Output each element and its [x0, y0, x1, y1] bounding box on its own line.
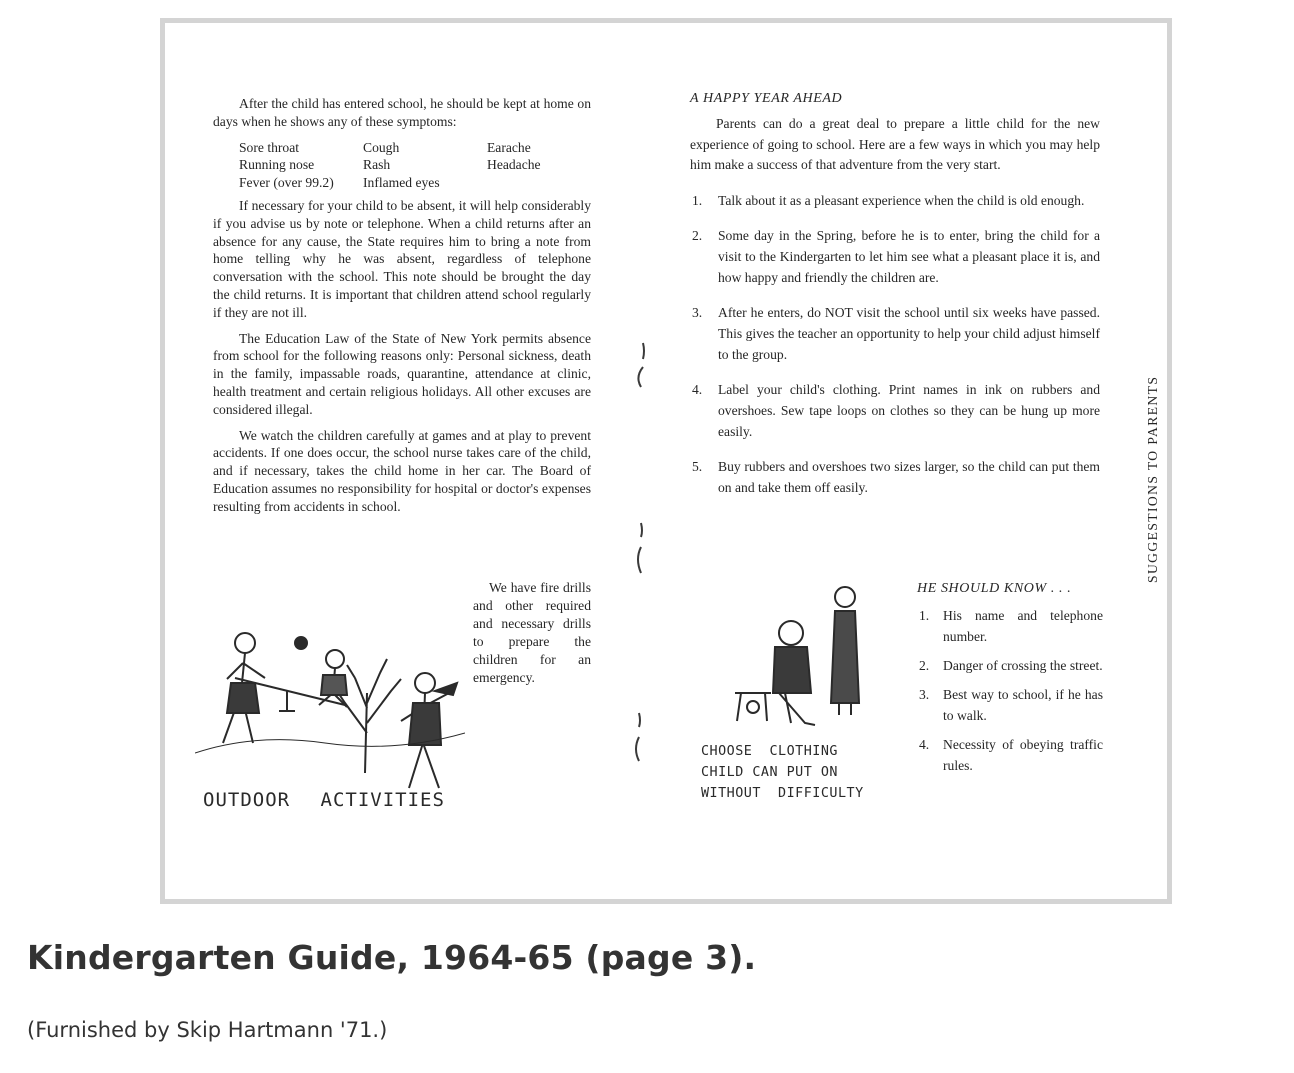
suggestions-list [690, 190, 1100, 498]
list-item [917, 684, 1103, 726]
item-text: Danger of crossing the street. [943, 658, 1103, 673]
he-should-know-list [917, 605, 1103, 776]
fire-drills-paragraph: We have fire drills and other required and necessary drills to prepare the children for an emergency. [473, 580, 591, 685]
symptom [487, 174, 587, 192]
item-number: 1. [919, 608, 930, 623]
symptom: Sore throat [239, 139, 300, 155]
image-caption-credit: (Furnished by Skip Hartmann '71.) [27, 1018, 388, 1042]
symptom: Running nose [239, 157, 315, 173]
education-law-paragraph: The Education Law of the State of New York permits absence from school for the following reasons only: Personal sickness, death in the family, impassable roads, quarantine, attendance at clinic, health treatment and certain religious holidays. All other excuses are considered illegal. [213, 330, 591, 417]
item-number: 1. [692, 192, 703, 208]
absence-paragraph: If necessary for your child to be absent, it will help considerably if you advise us by note or telephone. When a child returns after an absence for any cause, the State requires him to bring a note from home telling why he was absent, regardless of telephone conversation with the school. This note should be brought the day the child returns. It is important that children attend school regularly if they are not ill. [213, 198, 591, 320]
item-number: 2. [692, 227, 703, 243]
outdoor-activities-caption: OUTDOOR ACTIVITIES [203, 789, 445, 811]
list-item [690, 190, 1100, 211]
item-number: 2. [919, 658, 930, 673]
list-item [917, 605, 1103, 647]
happy-year-intro: Parents can do a great deal to prepare a little child for the new experience of going to school. Here are a few ways in which you may help him make a success of that adventure from the very start. [690, 116, 1100, 172]
item-number: 3. [919, 687, 930, 702]
symptom: Fever (over 99.2) [239, 174, 334, 190]
binding-marks [627, 339, 651, 779]
he-should-know-section [917, 581, 1103, 784]
symptom: Headache [487, 157, 541, 173]
list-item [690, 225, 1100, 288]
intro-paragraph: After the child has entered school, he should be kept at home on days when he shows any of these symptoms: [213, 96, 591, 129]
caption-line: WITHOUT DIFFICULTY [701, 786, 864, 801]
games-paragraph: We watch the children carefully at games and at play to prevent accidents. If one does occur, the school nurse takes care of the child, and if necessary, takes the child home in her car. The Board of Education assumes no responsibility for hospital or doctor's expenses resulting from accidents in school. [213, 427, 591, 514]
scanned-page-image [160, 18, 1172, 904]
symptoms-list [239, 139, 591, 192]
item-text: His name and telephone number. [943, 608, 1103, 644]
item-text: Necessity of obeying traffic rules. [943, 737, 1103, 773]
item-text: Best way to school, if he has to walk. [943, 687, 1103, 723]
list-item [690, 379, 1100, 442]
caption-line: CHILD CAN PUT ON [701, 765, 838, 780]
list-item [917, 655, 1103, 676]
list-item [917, 734, 1103, 776]
item-number: 5. [692, 458, 703, 474]
list-item [690, 302, 1100, 365]
left-page [213, 93, 591, 524]
item-number: 3. [692, 304, 703, 320]
right-page [690, 91, 1100, 512]
caption-line: CHOOSE CLOTHING [701, 744, 838, 759]
symptom: Earache [487, 139, 531, 155]
symptom: Rash [363, 157, 391, 173]
symptom: Cough [363, 139, 400, 155]
item-text: Talk about it as a pleasant experience when the child is old enough. [718, 192, 1085, 208]
item-text: Label your child's clothing. Print names in ink on rubbers and overshoes. Sew tape loops on clothes so they can be hung up more easily. [718, 381, 1100, 439]
item-text: Some day in the Spring, before he is to enter, bring the child for a visit to the Kindergarten to let him see what a pleasant place it is, and how happy and friendly the children are. [718, 227, 1100, 285]
clothing-illustration [695, 583, 875, 763]
symptom: Inflamed eyes [363, 174, 440, 190]
item-text: After he enters, do NOT visit the school until six weeks have passed. This gives the teacher an opportunity to help your child adjust himself to the group. [718, 304, 1100, 362]
suggestions-to-parents-label [1127, 333, 1160, 583]
item-number: 4. [919, 737, 930, 752]
item-text: Buy rubbers and overshoes two sizes larger, so the child can put them on and take them off easily. [718, 458, 1100, 495]
happy-year-heading: A HAPPY YEAR AHEAD [690, 91, 843, 106]
side-label-text: SUGGESTIONS TO PARENTS [1145, 375, 1160, 583]
he-should-know-heading: HE SHOULD KNOW . . . [917, 581, 1072, 596]
image-caption-title: Kindergarten Guide, 1964-65 (page 3). [27, 938, 757, 977]
list-item [690, 456, 1100, 498]
item-number: 4. [692, 381, 703, 397]
choose-clothing-caption [701, 741, 864, 804]
